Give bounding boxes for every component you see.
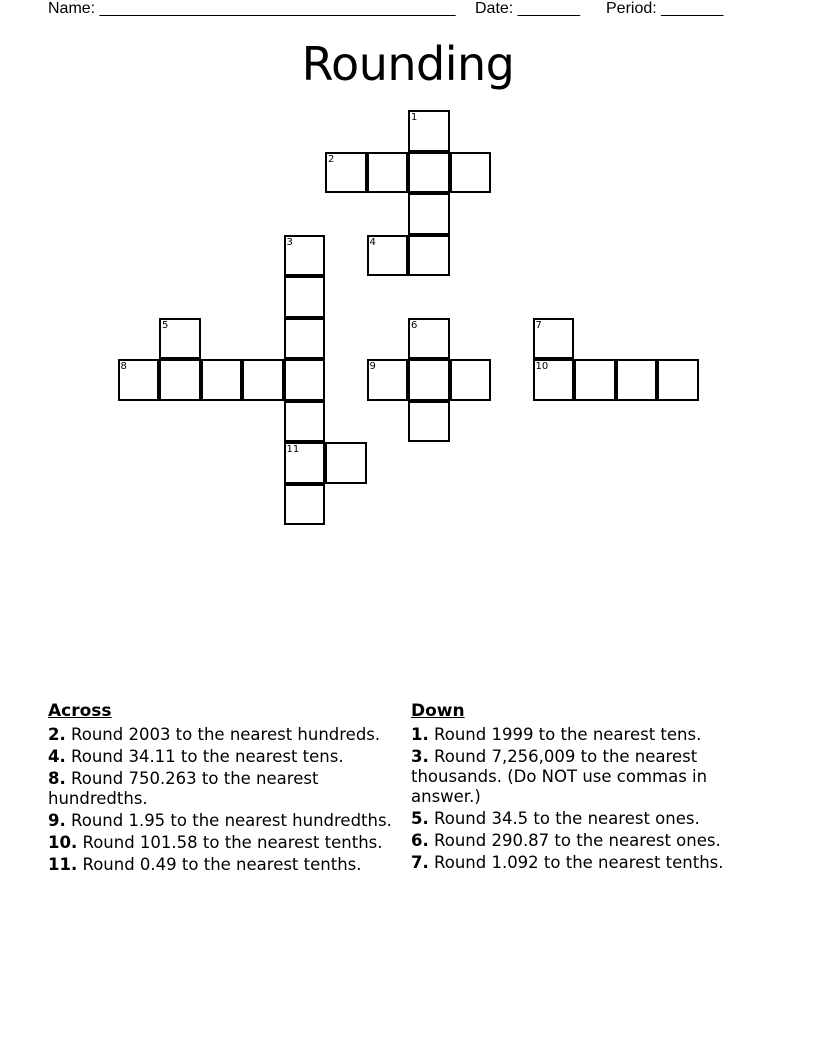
crossword-cell[interactable] [367, 359, 409, 401]
clue-text: Round 1999 to the nearest tens. [428, 725, 702, 744]
clue-text: Round 1.092 to the nearest tenths. [428, 853, 724, 872]
across-clue [48, 833, 398, 853]
clue-num: 6. [411, 831, 429, 850]
clue-number: 6 [411, 319, 418, 331]
crossword-cell[interactable] [242, 359, 284, 401]
crossword-cell[interactable] [616, 359, 658, 401]
crossword-cell[interactable] [408, 401, 450, 443]
crossword-cell[interactable] [574, 359, 616, 401]
clue-text: Round 34.11 to the nearest tens. [65, 747, 344, 766]
crossword-cell[interactable] [367, 235, 409, 277]
crossword-cell[interactable] [159, 359, 201, 401]
clue-num: 8. [48, 769, 66, 788]
clue-number: 3 [286, 236, 293, 248]
across-clues [48, 701, 398, 877]
across-clue [48, 855, 398, 875]
clue-num: 5. [411, 809, 429, 828]
clue-num: 7. [411, 853, 429, 872]
clue-num: 11. [48, 855, 78, 874]
down-clue [411, 831, 761, 851]
clue-text: Round 1.95 to the nearest hundredths. [65, 811, 392, 830]
crossword-cell[interactable] [284, 235, 326, 277]
clue-text: Round 2003 to the nearest hundreds. [65, 725, 381, 744]
crossword-cell[interactable] [408, 318, 450, 360]
clue-text: Round 101.58 to the nearest tenths. [77, 833, 383, 852]
crossword-cell[interactable] [325, 152, 367, 194]
crossword-cell[interactable] [325, 442, 367, 484]
page-title: Rounding [301, 37, 515, 91]
crossword-cell[interactable] [533, 359, 575, 401]
across-clue [48, 725, 398, 745]
clue-text: Round 34.5 to the nearest ones. [428, 809, 700, 828]
down-heading: Down [411, 701, 465, 721]
crossword-cell[interactable] [408, 152, 450, 194]
clue-num: 1. [411, 725, 429, 744]
across-clue [48, 747, 398, 767]
crossword-cell[interactable] [450, 152, 492, 194]
crossword-cell[interactable] [450, 359, 492, 401]
crossword-cell[interactable] [408, 110, 450, 152]
crossword-cell[interactable] [284, 442, 326, 484]
clue-number: 5 [162, 319, 169, 331]
crossword-cell[interactable] [367, 152, 409, 194]
name-field-label: Name: ________________________________________ [48, 0, 456, 17]
down-clue [411, 725, 761, 745]
across-clue [48, 769, 398, 809]
crossword-cell[interactable] [408, 193, 450, 235]
crossword-cell[interactable] [284, 484, 326, 526]
crossword-cell[interactable] [533, 318, 575, 360]
clue-number: 8 [120, 361, 127, 372]
crossword-cell[interactable] [284, 359, 326, 401]
clue-num: 10. [48, 833, 78, 852]
clue-text: Round 7,256,009 to the nearest thousands. (Do NOT use commas in answer.) [411, 747, 708, 806]
clue-number: 1 [411, 112, 418, 123]
clue-num: 9. [48, 811, 66, 830]
clue-text: Round 750.263 to the nearest hundredths. [48, 769, 319, 808]
crossword-cell[interactable] [118, 359, 160, 401]
clue-number: 2 [328, 153, 335, 165]
clue-text: Round 0.49 to the nearest tenths. [77, 855, 362, 874]
crossword-cell[interactable] [408, 235, 450, 277]
down-clue [411, 747, 761, 807]
crossword-cell[interactable] [284, 401, 326, 443]
crossword-cell[interactable] [284, 318, 326, 360]
clue-number: 10 [535, 361, 549, 372]
clue-number: 11 [286, 444, 300, 455]
across-clue [48, 811, 398, 831]
crossword-cell[interactable] [284, 276, 326, 318]
period-field-label: Period: _______ [606, 0, 724, 17]
crossword-cell[interactable] [201, 359, 243, 401]
date-field-label: Date: _______ [475, 0, 580, 17]
down-clue [411, 853, 761, 873]
crossword-cell[interactable] [657, 359, 699, 401]
clue-num: 4. [48, 747, 66, 766]
clue-num: 2. [48, 725, 66, 744]
clue-number: 4 [369, 236, 376, 248]
down-clues [411, 701, 761, 875]
clue-number: 9 [369, 361, 376, 372]
crossword-cell[interactable] [408, 359, 450, 401]
clue-num: 3. [411, 747, 429, 766]
clue-number: 7 [535, 319, 542, 331]
across-heading: Across [48, 701, 112, 721]
crossword-cell[interactable] [159, 318, 201, 360]
down-clue [411, 809, 761, 829]
clue-text: Round 290.87 to the nearest ones. [428, 831, 721, 850]
